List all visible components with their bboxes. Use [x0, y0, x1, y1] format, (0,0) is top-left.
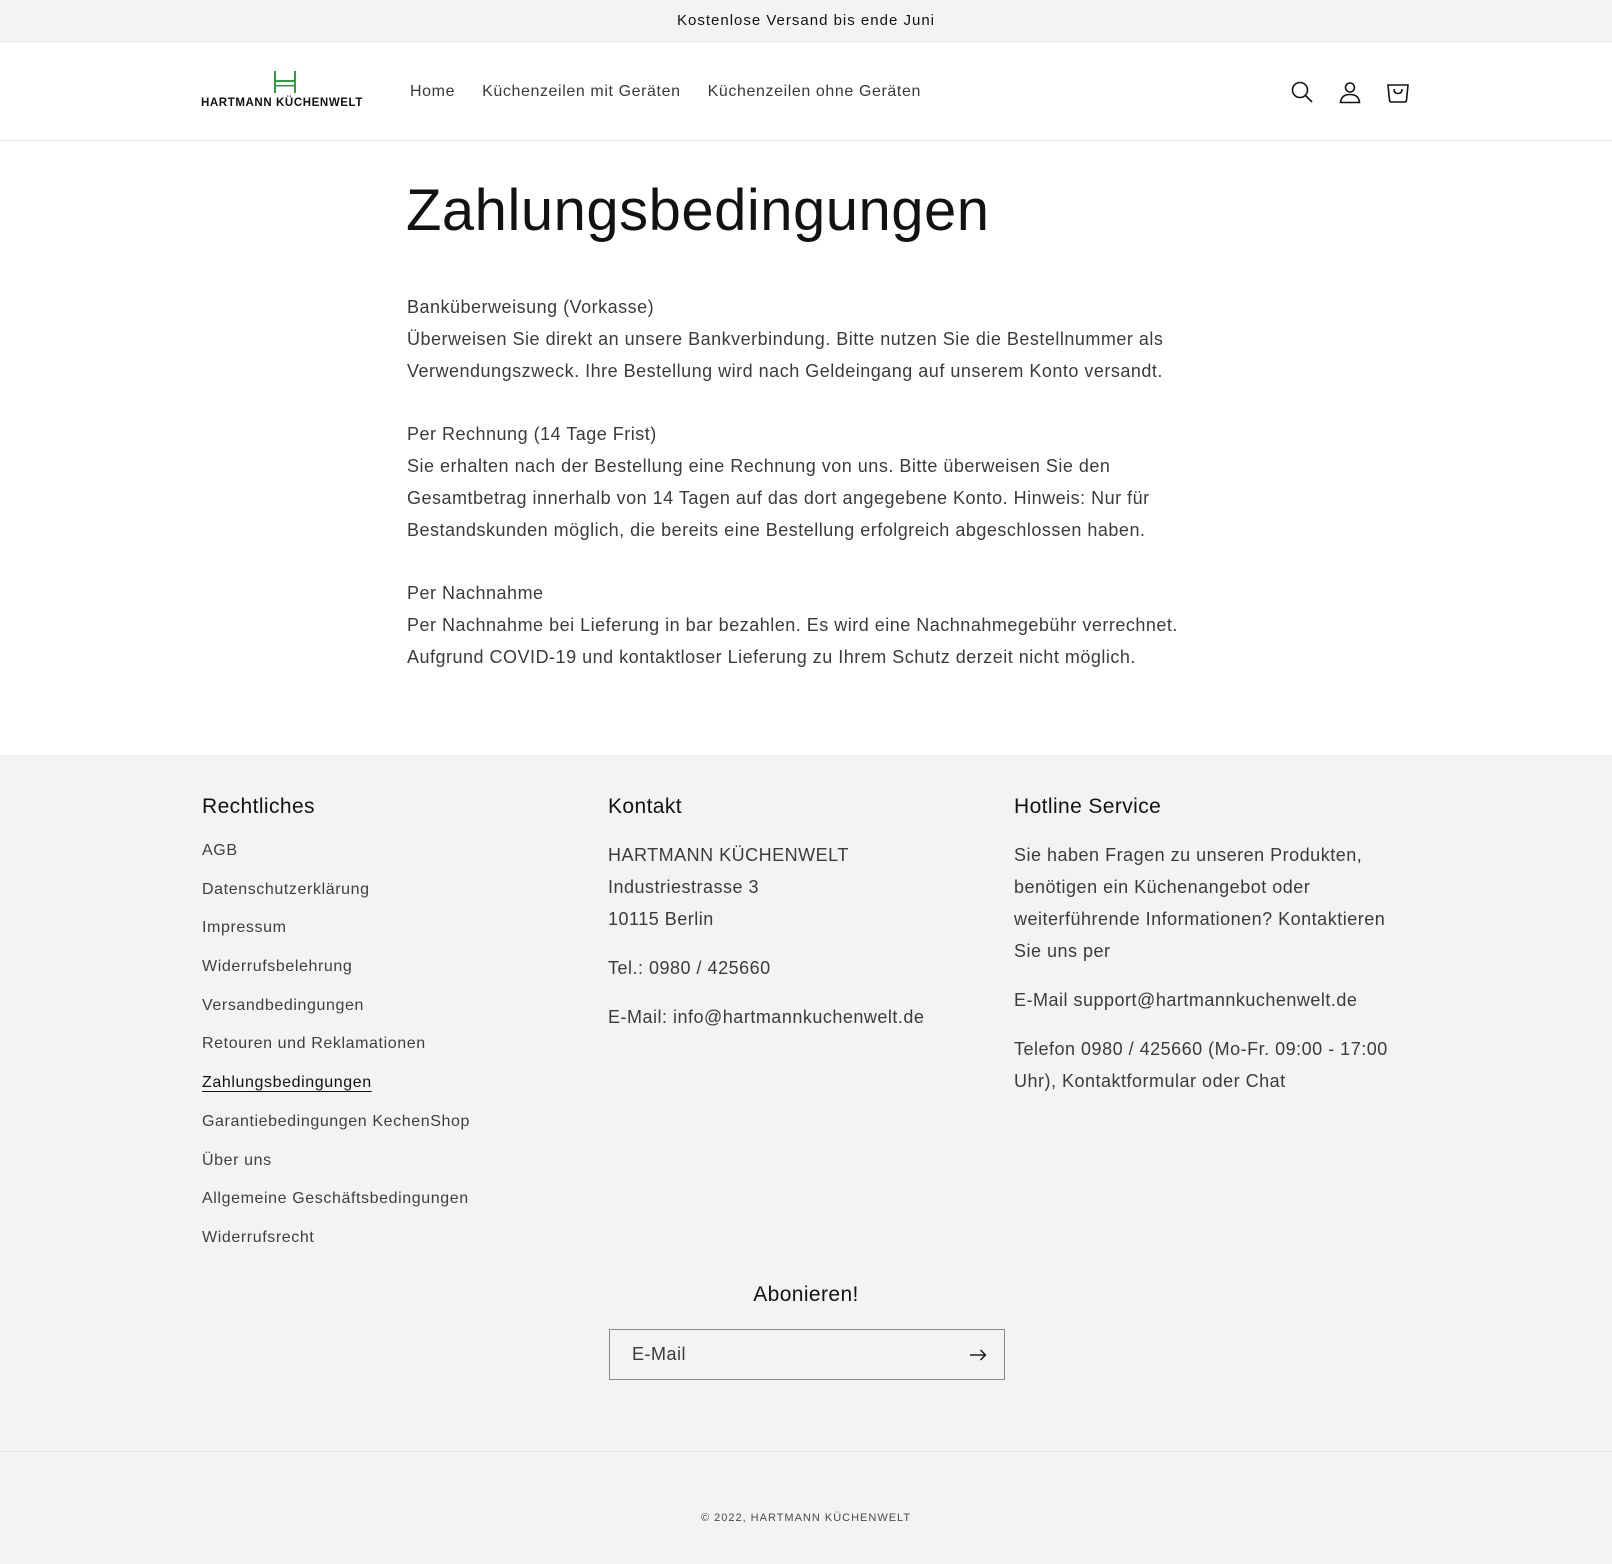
contact-street: Industriestrasse 3: [608, 877, 760, 897]
contact-details: [608, 839, 988, 1033]
contact-email: E-Mail: info@hartmannkuchenwelt.de: [608, 1007, 925, 1027]
announcement-bar: [0, 0, 1612, 42]
footer-link-agb-full[interactable]: Allgemeine Geschäftsbedingungen: [202, 1190, 469, 1208]
footer-divider: [0, 1451, 1612, 1452]
hotline-phone: Telefon 0980 / 425660 (Mo-Fr. 09:00 - 17:00 Uhr), Kontaktformular oder Chat: [1014, 1039, 1388, 1091]
footer-link-retouren[interactable]: Retouren und Reklamationen: [202, 1035, 426, 1053]
announcement-text: Kostenlose Versand bis ende Juni: [677, 12, 935, 29]
hotline-details: [1014, 839, 1404, 1097]
footer-hotline-column: [1014, 795, 1404, 1114]
newsletter-section: [0, 1283, 1612, 1307]
footer-legal-links: [202, 839, 582, 1265]
payment-heading: Per Rechnung (14 Tage Frist): [407, 424, 657, 444]
payment-block-vorkasse: [407, 291, 1207, 387]
site-header: [0, 42, 1612, 141]
nav-kuechenzeilen-mit-geraeten[interactable]: Küchenzeilen mit Geräten: [482, 82, 681, 100]
footer-link-zahlungsbedingungen[interactable]: Zahlungsbedingungen: [202, 1074, 372, 1092]
account-icon: [1338, 80, 1362, 104]
footer-hotline-title: Hotline Service: [1014, 795, 1162, 818]
payment-heading: Per Nachnahme: [407, 583, 544, 603]
payment-block-rechnung: [407, 418, 1207, 546]
footer-link-impressum[interactable]: Impressum: [202, 919, 287, 937]
hotline-intro: Sie haben Fragen zu unseren Produkten, benötigen ein Küchenangebot oder weiterführende Informationen? Kontaktieren Sie uns per: [1014, 845, 1386, 961]
newsletter-email-input[interactable]: [610, 1330, 950, 1379]
logo[interactable]: [201, 70, 369, 114]
payment-description: Überweisen Sie direkt an unsere Bankverbindung. Bitte nutzen Sie die Bestellnummer als Verwendungszweck. Ihre Bestellung wird nach Geldeingang auf unserem Konto versandt.: [407, 329, 1164, 381]
contact-company: HARTMANN KÜCHENWELT: [608, 845, 849, 865]
logo-mark-icon: [271, 70, 299, 94]
payment-heading: Banküberweisung (Vorkasse): [407, 297, 655, 317]
main-content: [0, 141, 1612, 755]
page-title: Zahlungsbedingungen: [406, 178, 990, 243]
footer-link-widerrufsbelehrung[interactable]: Widerrufsbelehrung: [202, 958, 353, 976]
account-button[interactable]: [1326, 68, 1374, 116]
footer-link-datenschutz[interactable]: Datenschutzerklärung: [202, 880, 370, 898]
hotline-email: E-Mail support@hartmannkuchenwelt.de: [1014, 990, 1358, 1010]
header-icons: [1278, 42, 1422, 141]
payment-description: Per Nachnahme bei Lieferung in bar bezahlen. Es wird eine Nachnahmegebühr verrechnet. Aufgrund COVID-19 und kontaktloser Lieferung zu Ihrem Schutz derzeit nicht möglich.: [407, 615, 1178, 667]
footer-legal-column: [202, 795, 582, 1265]
newsletter-form: [609, 1329, 1005, 1380]
footer-link-widerrufsrecht[interactable]: Widerrufsrecht: [202, 1228, 315, 1246]
footer-link-agb[interactable]: AGB: [202, 842, 238, 859]
footer-contact-title: Kontakt: [608, 795, 683, 818]
contact-phone: Tel.: 0980 / 425660: [608, 958, 771, 978]
payment-description: Sie erhalten nach der Bestellung eine Rechnung von uns. Bitte überweisen Sie den Gesamtbetrag innerhalb von 14 Tagen auf das dort angegebene Konto. Hinweis: Nur für Bestandskunden möglich, die bereits eine Bestellung erfolgreich abgeschlossen haben.: [407, 456, 1150, 540]
cart-icon: [1386, 80, 1410, 104]
footer-legal-title: Rechtliches: [202, 795, 315, 818]
site-footer: [0, 755, 1612, 1564]
payment-terms-content: [407, 291, 1207, 704]
nav-home[interactable]: Home: [410, 82, 456, 100]
contact-city: 10115 Berlin: [608, 909, 714, 929]
nav-kuechenzeilen-ohne-geraeten[interactable]: Küchenzeilen ohne Geräten: [707, 82, 921, 100]
footer-link-versandbedingungen[interactable]: Versandbedingungen: [202, 996, 365, 1014]
footer-contact-column: [608, 795, 988, 1050]
newsletter-title: Abonieren!: [753, 1283, 859, 1306]
footer-link-ueber-uns[interactable]: Über uns: [202, 1151, 272, 1169]
search-button[interactable]: [1278, 68, 1326, 116]
payment-block-nachnahme: [407, 577, 1207, 673]
arrow-right-icon: [969, 1349, 987, 1361]
search-icon: [1290, 80, 1314, 104]
cart-button[interactable]: [1374, 68, 1422, 116]
main-nav: [398, 42, 936, 141]
logo-text: HARTMANN KÜCHENWELT: [201, 97, 363, 109]
newsletter-submit-button[interactable]: [952, 1330, 1004, 1379]
footer-link-garantiebedingungen[interactable]: Garantiebedingungen KechenShop: [202, 1112, 470, 1130]
copyright: © 2022, HARTMANN KÜCHENWELT: [700, 1512, 912, 1524]
